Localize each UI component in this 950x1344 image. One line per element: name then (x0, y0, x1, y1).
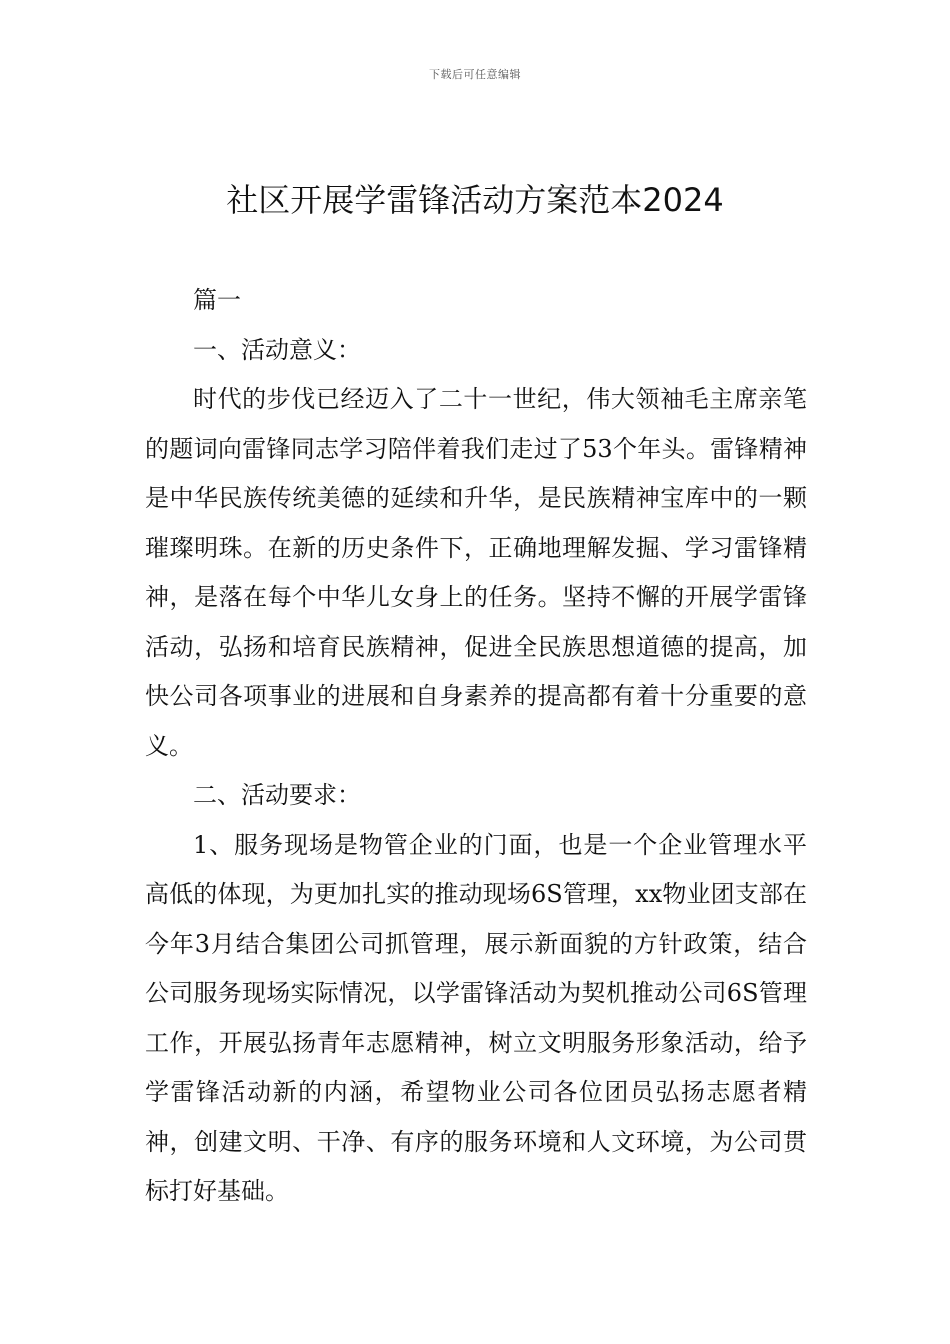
paragraph-significance: 时代的步伐已经迈入了二十一世纪，伟大领袖毛主席亲笔的题词向雷锋同志学习陪伴着我们走过了53个年头。雷锋精神是中华民族传统美德的延续和升华，是民族精神宝库中的一颗璀璨明珠。在新的历史条件下，正确地理解发掘、学习雷锋精神，是落在每个中华儿女身上的任务。坚持不懈的开展学雷锋活动，弘扬和培育民族精神，促进全民族思想道德的提高，加快公司各项事业的进展和自身素养的提高都有着十分重要的意义。 (145, 385, 807, 760)
heading-activity-requirements: 二、活动要求： (193, 781, 361, 809)
document-title: 社区开展学雷锋活动方案范本2024 (226, 181, 724, 219)
document-body (145, 276, 807, 1217)
heading-activity-significance: 一、活动意义： (193, 335, 361, 364)
section-label-part-one: 篇一 (193, 286, 241, 314)
header-note: 下载后可任意编辑 (429, 68, 521, 81)
paragraph-requirement-1: 1、服务现场是物管企业的门面，也是一个企业管理水平高低的体现，为更加扎实的推动现场6S管理，xx物业团支部在今年3月结合集团公司抓管理，展示新面貌的方针政策，结合公司服务现场实际情况，以学雷锋活动为契机推动公司6S管理工作，开展弘扬青年志愿精神，树立文明服务形象活动，给予学雷锋活动新的内涵，希望物业公司各位团员弘扬志愿者精神，创建文明、干净、有序的服务环境和人文环境，为公司贯标打好基础。 (145, 830, 807, 1205)
